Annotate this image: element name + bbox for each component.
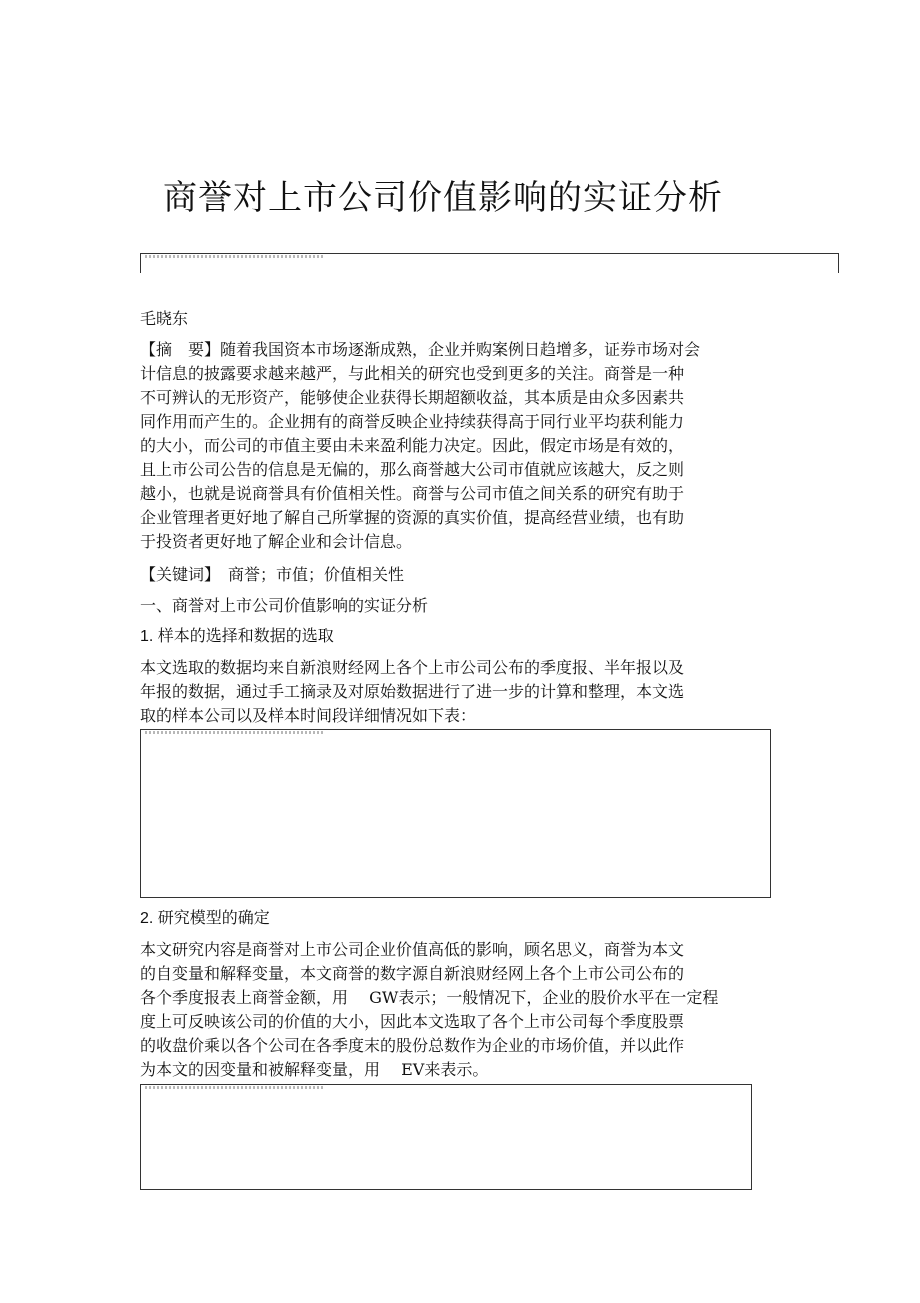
faint-header-text (145, 731, 325, 734)
abstract-line: 不可辨认的无形资产，能够使企业获得长期超额收益，其本质是由众多因素共 (140, 388, 685, 407)
abstract-line: 且上市公司公告的信息是无偏的，那么商誉越大公司市值就应该越大，反之则 (140, 460, 685, 479)
subsection-heading: 2. 研究模型的确定 (140, 910, 270, 927)
body-line: 的收盘价乘以各个公司在各季度末的股份总数作为企业的市场价值，并以此作 (140, 1036, 685, 1055)
keywords: 【关键词】 商誉；市值；价值相关性 (140, 565, 405, 584)
abstract-line: 【摘 要】随着我国资本市场逐渐成熟，企业并购案例日趋增多，证券市场对会 (140, 340, 701, 359)
body-line: 度上可反映该公司的价值的大小，因此本文选取了各个上市公司每个季度股票 (140, 1012, 685, 1031)
section-heading: 一、商誉对上市公司价值影响的实证分析 (140, 596, 429, 615)
abstract-line: 于投资者更好地了解企业和会计信息。 (140, 532, 413, 551)
table-placeholder-frame (140, 729, 771, 898)
body-line: 为本文的因变量和被解释变量，用 EV来表示。 (140, 1060, 489, 1079)
subsection-heading: 1. 样本的选择和数据的选取 (140, 628, 334, 645)
body-line: 本文研究内容是商誉对上市公司企业价值高低的影响，顾名思义，商誉为本文 (140, 940, 685, 959)
body-line: 本文选取的数据均来自新浪财经网上各个上市公司公布的季度报、半年报以及 (140, 658, 685, 677)
abstract-line: 越小，也就是说商誉具有价值相关性。商誉与公司市值之间关系的研究有助于 (140, 484, 685, 503)
abstract-line: 企业管理者更好地了解自己所掌握的资源的真实价值，提高经营业绩，也有助 (140, 508, 685, 527)
body-line: 各个季度报表上商誉金额，用 GW表示；一般情况下，企业的股价水平在一定程 (140, 988, 719, 1007)
faint-header-text (145, 255, 325, 258)
author: 毛晓东 (140, 309, 189, 328)
body-line: 年报的数据，通过手工摘录及对原始数据进行了进一步的计算和整理，本文选 (140, 682, 685, 701)
body-line: 取的样本公司以及样本时间段详细情况如下表： (140, 706, 477, 725)
paper-title: 商誉对上市公司价值影响的实证分析 (163, 178, 723, 218)
header-frame (140, 253, 839, 273)
abstract-line: 计信息的披露要求越来越严，与此相关的研究也受到更多的关注。商誉是一种 (140, 364, 685, 383)
abstract-line: 同作用而产生的。企业拥有的商誉反映企业持续获得高于同行业平均获利能力 (140, 412, 685, 431)
body-line: 的自变量和解释变量，本文商誉的数字源自新浪财经网上各个上市公司公布的 (140, 964, 685, 983)
faint-header-text (145, 1086, 325, 1089)
abstract-line: 的大小，而公司的市值主要由未来盈利能力决定。因此，假定市场是有效的， (140, 436, 685, 455)
formula-placeholder-frame (140, 1084, 752, 1190)
